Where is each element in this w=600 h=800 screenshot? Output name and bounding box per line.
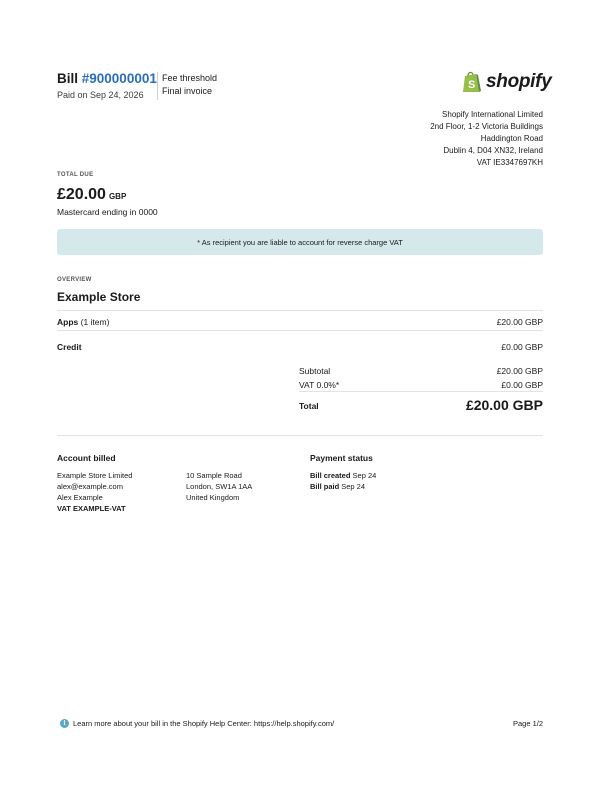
credit-row xyxy=(57,342,543,352)
vat-row xyxy=(299,380,543,390)
account-billed-details xyxy=(57,470,132,514)
payment-method: Mastercard ending in 0000 xyxy=(57,207,158,217)
vat-value: £0.00 GBP xyxy=(501,380,543,390)
store-name: Example Store xyxy=(57,290,141,304)
bill-number: #900000001 xyxy=(81,71,157,86)
bill-created-value: Sep 24 xyxy=(350,471,377,480)
divider xyxy=(57,435,543,436)
divider xyxy=(57,310,543,311)
total-label: Total xyxy=(299,401,319,411)
bill-type xyxy=(157,72,217,100)
vat-label: VAT 0.0%* xyxy=(299,380,340,390)
subtotal-label: Subtotal xyxy=(299,366,331,376)
banner-text: * As recipient you are liable to account for reverse charge VAT xyxy=(197,237,403,247)
subtotal-value: £20.00 GBP xyxy=(496,366,543,376)
credit-label: Credit xyxy=(57,342,82,352)
bill-paid-label: Bill paid xyxy=(310,482,340,491)
footer xyxy=(60,719,334,728)
bill-created-line xyxy=(310,470,376,481)
subtotal-row xyxy=(299,366,543,376)
page-number: Page 1/2 xyxy=(512,719,543,728)
total-due-amount xyxy=(57,186,126,204)
divider xyxy=(299,391,543,392)
apps-count: (1 item) xyxy=(80,317,110,327)
bill-title xyxy=(57,71,157,86)
total-due-value: £20.00 xyxy=(57,186,106,203)
help-center-link[interactable]: Learn more about your bill in the Shopify Help Center: https://help.shopify.com/ xyxy=(73,719,335,728)
apps-row xyxy=(57,317,543,327)
bill-created-label: Bill created xyxy=(310,471,351,480)
divider xyxy=(57,330,543,331)
bill-prefix: Bill xyxy=(57,71,82,86)
company-vat: VAT IE3347697KH xyxy=(476,158,543,167)
total-due-currency: GBP xyxy=(108,192,127,201)
svg-text:S: S xyxy=(468,79,476,91)
company-address-line1: 2nd Floor, 1-2 Victoria Buildings xyxy=(430,122,543,131)
bill-paid-line xyxy=(310,481,376,492)
shopify-bag-icon xyxy=(462,71,482,93)
info-icon: i xyxy=(60,719,69,728)
account-billed-title: Account billed xyxy=(57,453,116,463)
account-vat: VAT EXAMPLE-VAT xyxy=(57,504,126,513)
account-name: Example Store Limited xyxy=(57,471,133,480)
account-address-line2: London, SW1A 1AA xyxy=(186,482,253,491)
company-address xyxy=(430,109,543,169)
paid-date: Paid on Sep 24, 2026 xyxy=(57,90,144,100)
account-address-line3: United Kingdom xyxy=(186,493,240,502)
logo-wordmark: shopify xyxy=(486,71,552,92)
account-contact: Alex Example xyxy=(57,493,103,502)
account-billed-address xyxy=(186,470,252,503)
shopify-logo xyxy=(462,71,551,93)
overview-label: OVERVIEW xyxy=(57,277,92,283)
bill-paid-value: Sep 24 xyxy=(339,482,366,491)
bill-type-line2: Final invoice xyxy=(162,86,213,96)
credit-amount: £0.00 GBP xyxy=(501,342,543,352)
apps-amount: £20.00 GBP xyxy=(496,317,543,327)
payment-status-details xyxy=(310,470,376,492)
account-address-line1: 10 Sample Road xyxy=(186,471,242,480)
apps-label: Apps xyxy=(57,317,79,327)
company-name: Shopify International Limited xyxy=(442,110,543,119)
account-email: alex@example.com xyxy=(57,482,123,491)
company-address-line2: Haddington Road xyxy=(480,134,543,143)
total-due-label: TOTAL DUE xyxy=(57,172,94,178)
bill-type-line1: Fee threshold xyxy=(162,73,218,83)
total-value: £20.00 GBP xyxy=(465,397,543,413)
company-address-line3: Dublin 4, D04 XN32, Ireland xyxy=(443,146,543,155)
reverse-charge-banner xyxy=(57,229,543,255)
payment-status-title: Payment status xyxy=(310,453,373,463)
bill-header xyxy=(57,71,157,100)
